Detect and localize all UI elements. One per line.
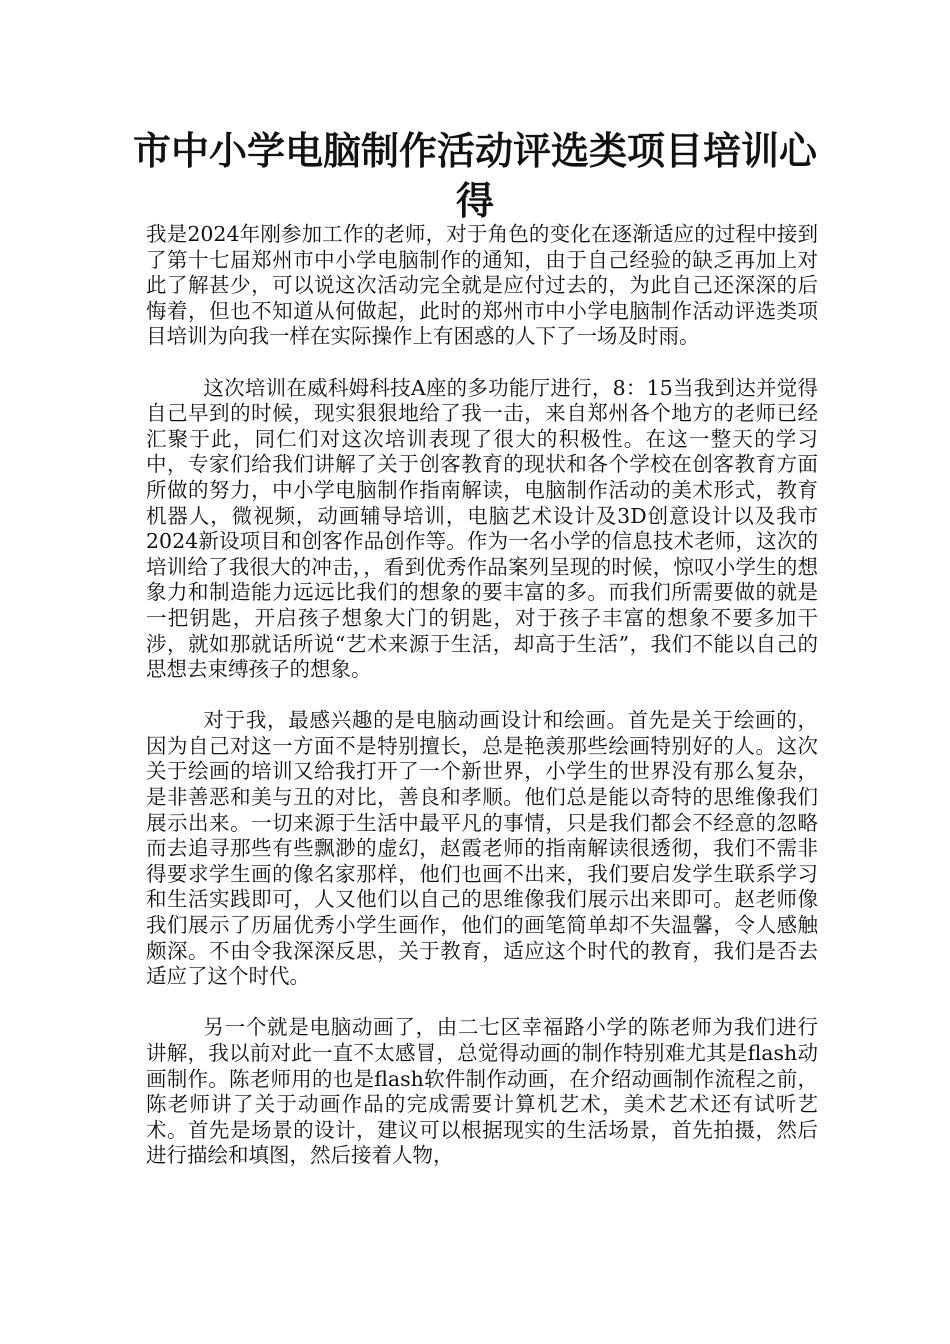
paragraph: 我是2024年刚参加工作的老师，对于角色的变化在逐渐适应的过程中接到了第十七届郑州市中小学电脑制作的通知，由于自己经验的缺乏再加上对此了解甚少，可以说这次活动完全就是应付过去的，为此自己还深深的后悔着，但也不知道从何做起，此时的郑州市中小学电脑制作活动评选类项目培训为向我一样在实际操作上有困惑的人下了一场及时雨。 (146, 222, 818, 349)
paragraph: 对于我，最感兴趣的是电脑动画设计和绘画。首先是关于绘画的，因为自己对这一方面不是特别擅长，总是艳羡那些绘画特别好的人。这次关于绘画的培训又给我打开了一个新世界，小学生的世界没有那么复杂，是非善恶和美与丑的对比，善良和孝顺。他们总是能以奇特的思维像我们展示出来。一切来源于生活中最平凡的事情，只是我们都会不经意的忽略而去追寻那些有些飘渺的虚幻，赵霞老师的指南解读很透彻，我们不需非得要求学生画的像名家那样，他们也画不出来，我们要启发学生联系学习和生活实践即可，人又他们以自己的思维像我们展示出来即可。赵老师像我们展示了历届优秀小学生画作，他们的画笔简单却不失温馨，令人感触颇深。不由令我深深反思，关于教育，适应这个时代的教育，我们是否去适应了这个时代。 (146, 708, 818, 989)
paragraph: 这次培训在威科姆科技A座的多功能厅进行，8：15当我到达并觉得自己早到的时候，现实狠狠地给了我一击，来自郑州各个地方的老师已经汇聚于此，同仁们对这次培训表现了很大的积极性。在这一整天的学习中，专家们给我们讲解了关于创客教育的现状和各个学校在创客教育方面所做的努力，中小学电脑制作指南解读，电脑制作活动的美术形式，教育机器人，微视频，动画辅导培训，电脑艺术设计及3D创意设计以及我市2024新设项目和创客作品创作等。作为一名小学的信息技术老师，这次的培训给了我很大的冲击，，看到优秀作品案列呈现的时候，惊叹小学生的想象力和制造能力远远比我们的想象的要丰富的多。而我们所需要做的就是一把钥匙，开启孩子想象大门的钥匙，对于孩子丰富的想象不要多加干涉，就如那就话所说“艺术来源于生活，却高于生活”，我们不能以自己的思想去束缚孩子的想象。 (146, 375, 818, 682)
paragraph: 另一个就是电脑动画了，由二七区幸福路小学的陈老师为我们进行讲解，我以前对此一直不太感冒，总觉得动画的制作特别难尤其是flash动画制作。陈老师用的也是flash软件制作动画，在介绍动画制作流程之前，陈老师讲了关于动画作品的完成需要计算机艺术，美术艺术还有试听艺术。首先是场景的设计，建议可以根据现实的生活场景，首先拍摄，然后进行描绘和填图，然后接着人物， (146, 1015, 818, 1168)
document-title: 市中小学电脑制作活动评选类项目培训心得 (132, 128, 817, 223)
document-body (146, 222, 818, 1195)
